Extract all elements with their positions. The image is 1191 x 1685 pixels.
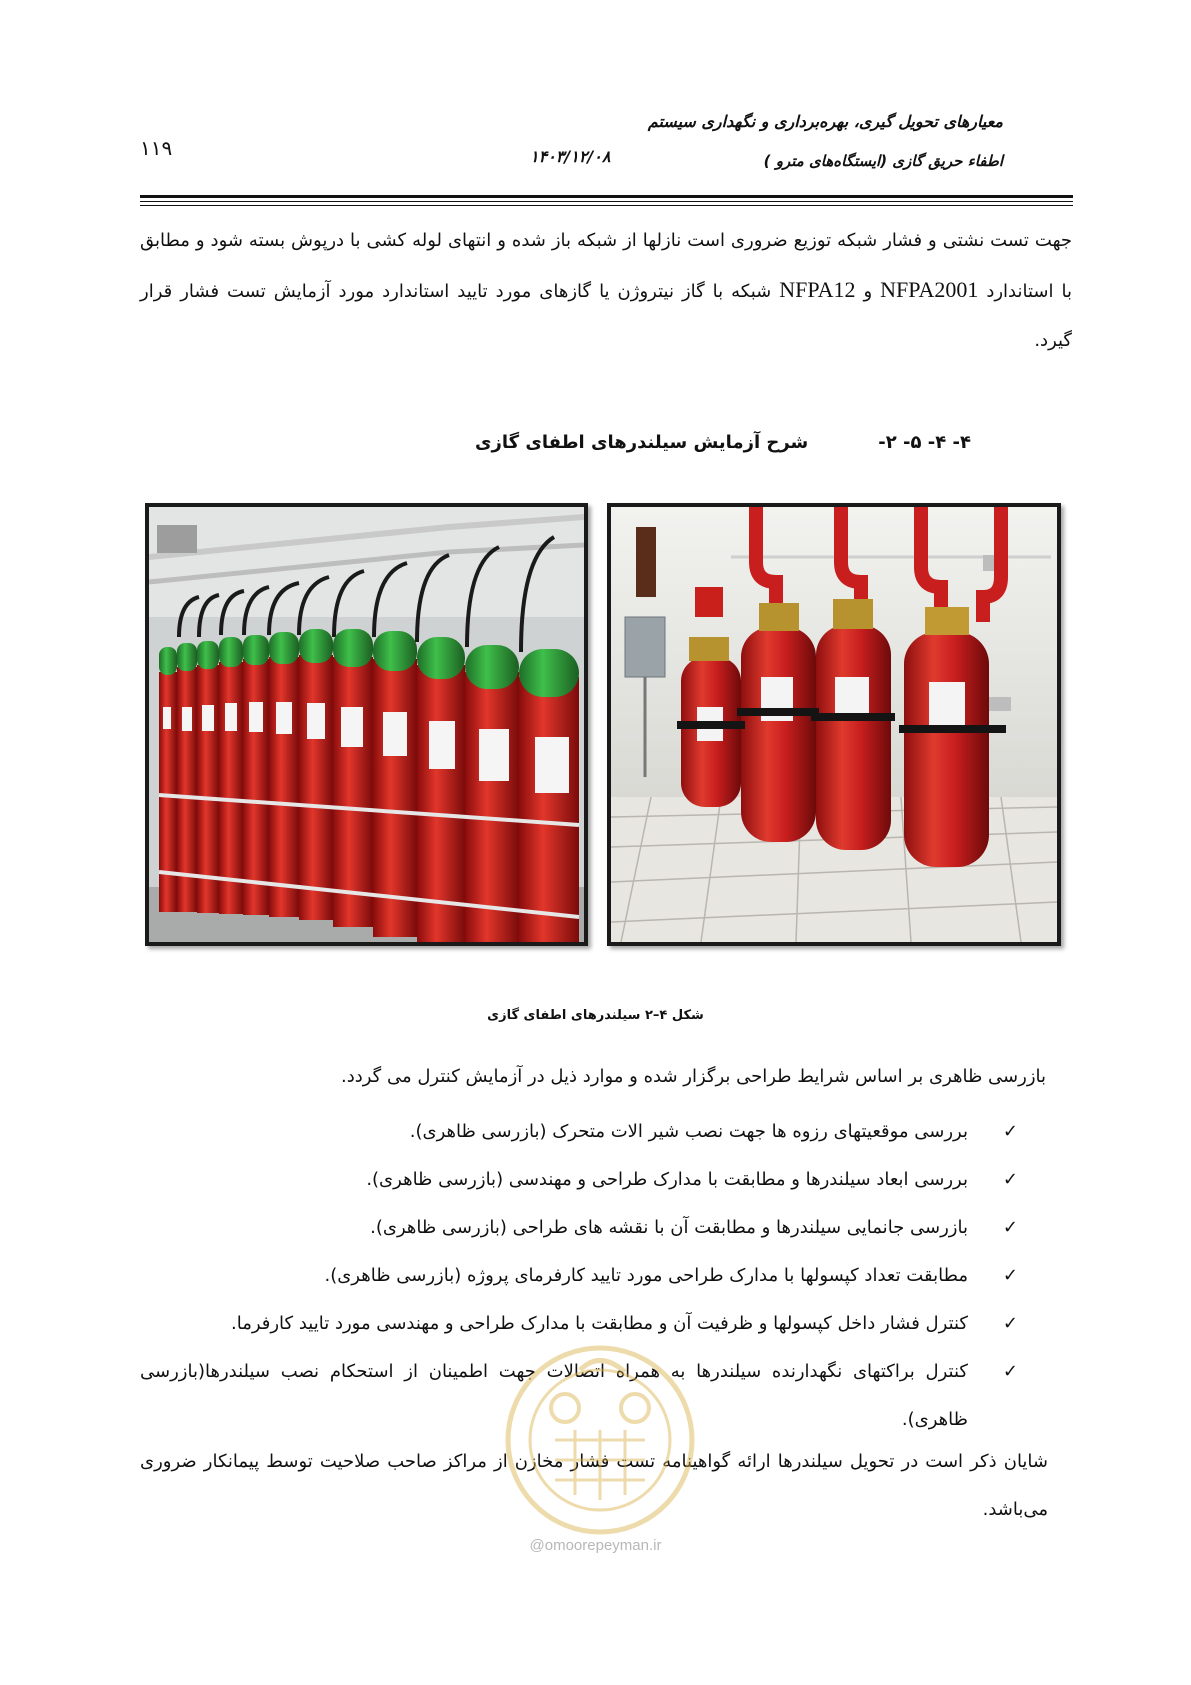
checkmark-icon: ✓ bbox=[1002, 1121, 1018, 1142]
list-item-text: بازرسی جانمایی سیلندرها و مطابقت آن با نقشه های طراحی (بازرسی ظاهری). bbox=[370, 1217, 968, 1238]
list-item-text: مطابقت تعداد کپسولها با مدارک طراحی مورد تایید کارفرمای پروژه (بازرسی ظاهری). bbox=[324, 1265, 968, 1286]
section-title: شرح آزمایش سیلندرهای اطفای گازی bbox=[475, 432, 809, 453]
watermark-text: @omoorepeyman.ir bbox=[529, 1537, 662, 1554]
cylinder-row-illustration bbox=[149, 507, 584, 942]
red-cylinders-illustration bbox=[611, 507, 1057, 942]
paragraph-text-2: شبکه با گاز نیتروژن یا گازهای مورد تایید استاندارد مورد آزمایش تست فشار قرار گیرد. bbox=[140, 281, 1072, 351]
header-rule-thin-2 bbox=[140, 205, 1073, 206]
header-title-line2: اطفاء حریق گازی (ایستگاه‌های مترو ) bbox=[763, 152, 1003, 170]
inspection-intro: بازرسی ظاهری بر اساس شرایط طراحی برگزار شده و موارد ذیل در آزمایش کنترل می گردد. bbox=[340, 1066, 1046, 1087]
list-item-text: بررسی ابعاد سیلندرها و مطابقت با مدارک طراحی و مهندسی (بازرسی ظاهری). bbox=[366, 1169, 968, 1190]
paragraph-text-1: جهت تست نشتی و فشار شبکه توزیع ضروری است نازلها از شبکه باز شده و انتهای لوله کشی با درپوش بسته شود و مطابق با استاندارد bbox=[140, 230, 1072, 302]
photo-red-cylinders-room bbox=[607, 503, 1061, 946]
standard-nfpa12: NFPA12 bbox=[779, 277, 856, 302]
header-rule-thick bbox=[140, 195, 1073, 198]
checkmark-icon: ✓ bbox=[1002, 1313, 1018, 1334]
list-item-text: کنترل براکتهای نگهدارنده سیلندرها به همراه اتصالات جهت اطمینان از استحکام نصب سیلندرها(بازرسی ظاهری). bbox=[140, 1361, 968, 1430]
list-item-text: بررسی موقعیتهای رزوه ها جهت نصب شیر الات متحرک (بازرسی ظاهری). bbox=[409, 1121, 968, 1142]
omoorepeyman-seal-icon bbox=[485, 1330, 715, 1550]
checkmark-icon: ✓ bbox=[1002, 1361, 1018, 1382]
paragraph-certificate: شایان ذکر است در تحویل سیلندرها ارائه گواهینامه تست فشار مخازن از مراکز صاحب صلاحیت توسط پیمانکار ضروری می‌باشد. bbox=[140, 1451, 1048, 1520]
paragraph-pressure-test bbox=[140, 216, 1072, 365]
section-number: ۴- ۴- ۵- ۲- bbox=[878, 432, 971, 453]
checkmark-icon: ✓ bbox=[1002, 1217, 1018, 1238]
page-number: ۱۱۹ bbox=[140, 136, 173, 160]
list-item-text: کنترل فشار داخل کپسولها و ظرفیت آن و مطابقت با مدارک طراحی و مهندسی مورد تایید کارفرما. bbox=[230, 1313, 968, 1334]
section-heading bbox=[475, 432, 971, 453]
list-item bbox=[140, 1108, 1018, 1156]
figure-caption: شکل ۴–۲ سیلندرهای اطفای گازی bbox=[487, 1008, 704, 1023]
paragraph-and: و bbox=[855, 281, 881, 302]
list-item bbox=[140, 1252, 1018, 1300]
checkmark-icon: ✓ bbox=[1002, 1265, 1018, 1286]
checkmark-icon: ✓ bbox=[1002, 1169, 1018, 1190]
list-item bbox=[140, 1204, 1018, 1252]
standard-nfpa2001: NFPA2001 bbox=[880, 277, 979, 302]
photo-cylinder-row bbox=[145, 503, 588, 946]
header-date: ۱۴۰۳/۱۲/۰۸ bbox=[530, 147, 611, 166]
list-item bbox=[140, 1156, 1018, 1204]
header-rule-thin bbox=[140, 201, 1073, 202]
header-title-line1: معیارهای تحویل گیری، بهره‌برداری و نگهداری سیستم bbox=[647, 112, 1003, 131]
